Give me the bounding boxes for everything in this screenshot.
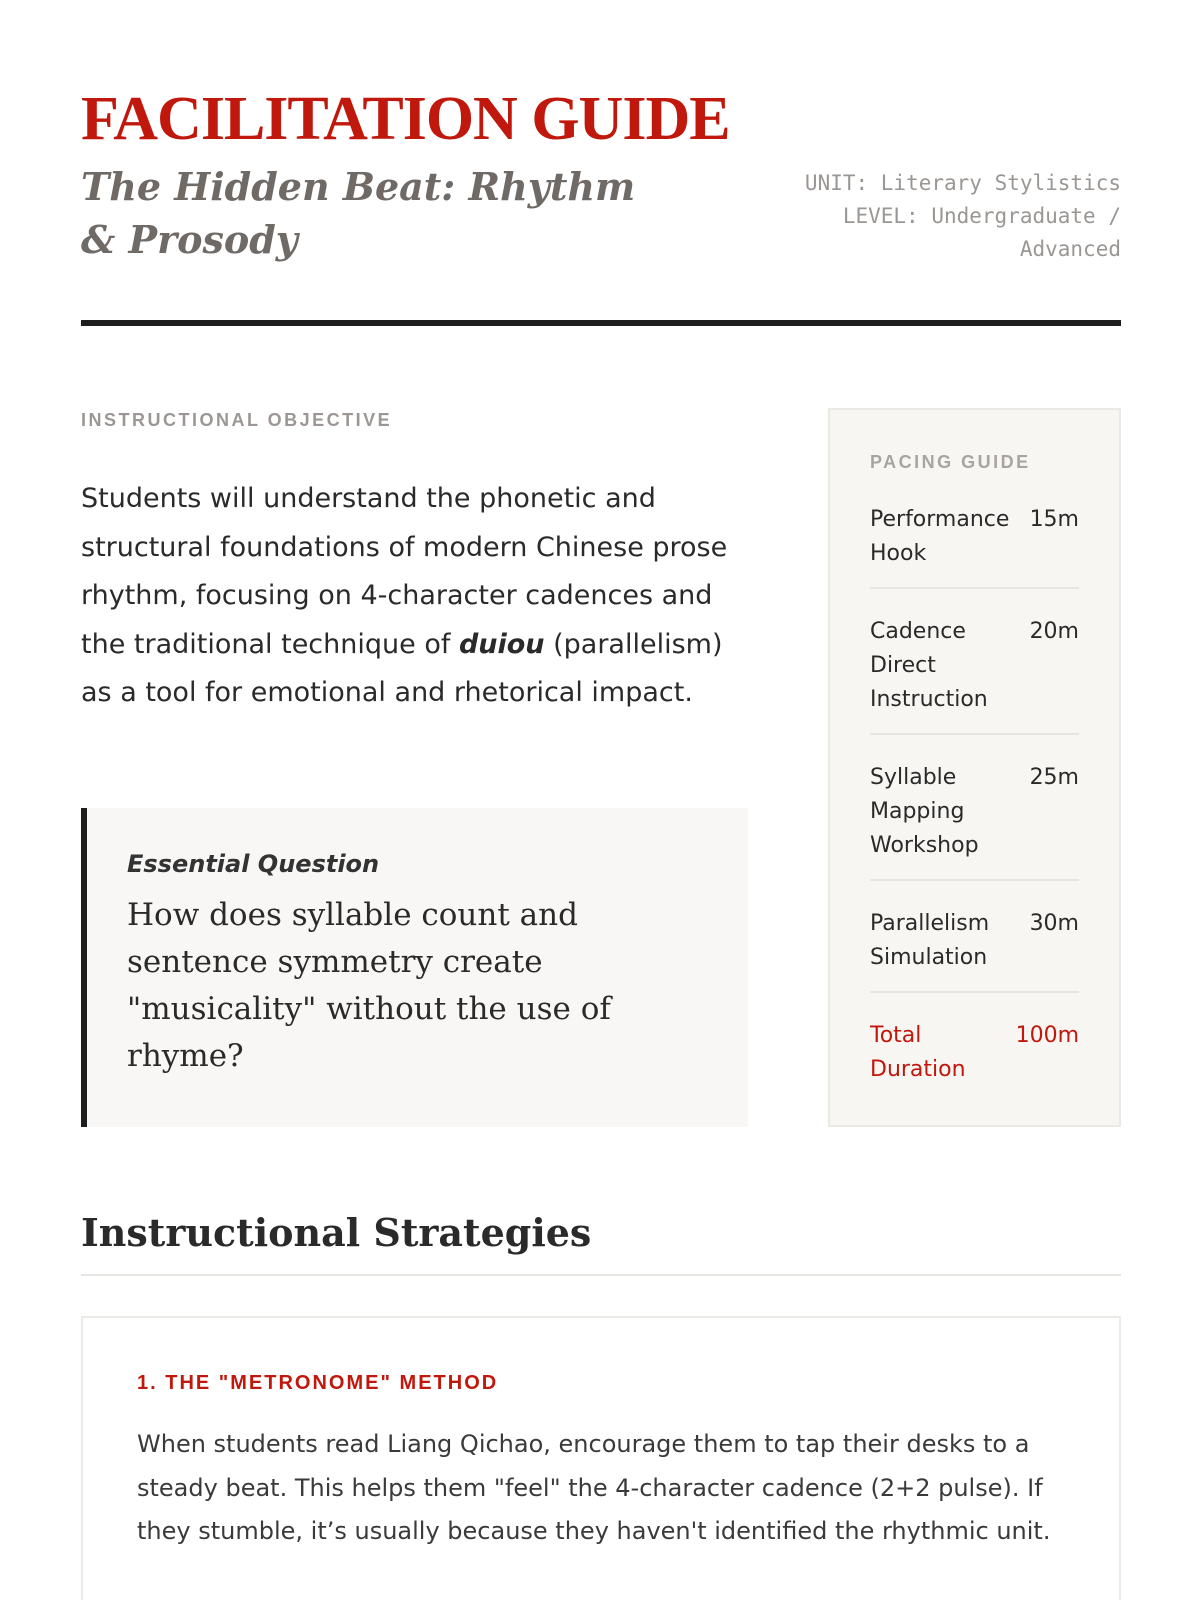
pacing-total-time: 100m [1015,1023,1079,1048]
pacing-activity: Syllable Mapping Workshop [870,765,979,858]
pacing-guide-label: PACING GUIDE [870,452,1031,472]
strategies-divider [81,1274,1121,1276]
pacing-time: 20m [1029,619,1079,644]
pacing-time: 15m [1029,507,1079,532]
objective-term: duiou [458,628,545,660]
strategy-text: When students read Liang Qichao, encourage them to tap their desks to a steady beat. This helps them "feel" the 4-character cadence (2+2 pulse). If they stumble, it’s usually because they haven't identified the rhythmic unit. [137,1430,1051,1545]
pacing-time: 25m [1029,765,1079,790]
objective-text [81,475,751,718]
unit-label: UNIT: Literary Stylistics [804,171,1121,195]
pacing-activity: Cadence Direct Instruction [870,619,988,712]
unit-meta [741,167,1121,266]
objective-text-start: Students will understand the phonetic and structural foundations of modern Chinese prose rhythm, focusing on 4-character cadences and the traditional technique of [81,483,728,660]
objective-text-end: (parallelism) as a tool for emotional and rhetorical impact. [81,628,723,708]
level-label: LEVEL: Undergraduate / Advanced [842,204,1121,261]
essential-question-label: Essential Question [127,850,380,878]
pacing-time: 30m [1029,911,1079,936]
pacing-guide-panel [828,408,1121,1127]
pacing-total-label: Total Duration [870,1023,966,1082]
pacing-activity: Performance Hook [870,507,1010,566]
strategy-title: 1. THE "METRONOME" METHOD [137,1372,499,1394]
essential-question-callout [81,808,748,1127]
pacing-row [870,605,1079,735]
pacing-row [870,897,1079,993]
page-title: FACILITATION GUIDE [81,85,730,153]
page-subtitle: The Hidden Beat: Rhythm & Prosody [81,164,636,262]
strategies-heading: Instructional Strategies [81,1210,592,1255]
objective-label: INSTRUCTIONAL OBJECTIVE [81,410,393,430]
header-divider [81,320,1121,326]
pacing-row [870,751,1079,881]
pacing-row [870,493,1079,589]
pacing-total-row [870,1009,1079,1103]
essential-question-text: How does syllable count and sentence symmetry create "musicality" without the use of rhyme? [127,897,611,1074]
strategy-card [81,1316,1121,1600]
pacing-activity: Parallelism Simulation [870,911,990,970]
